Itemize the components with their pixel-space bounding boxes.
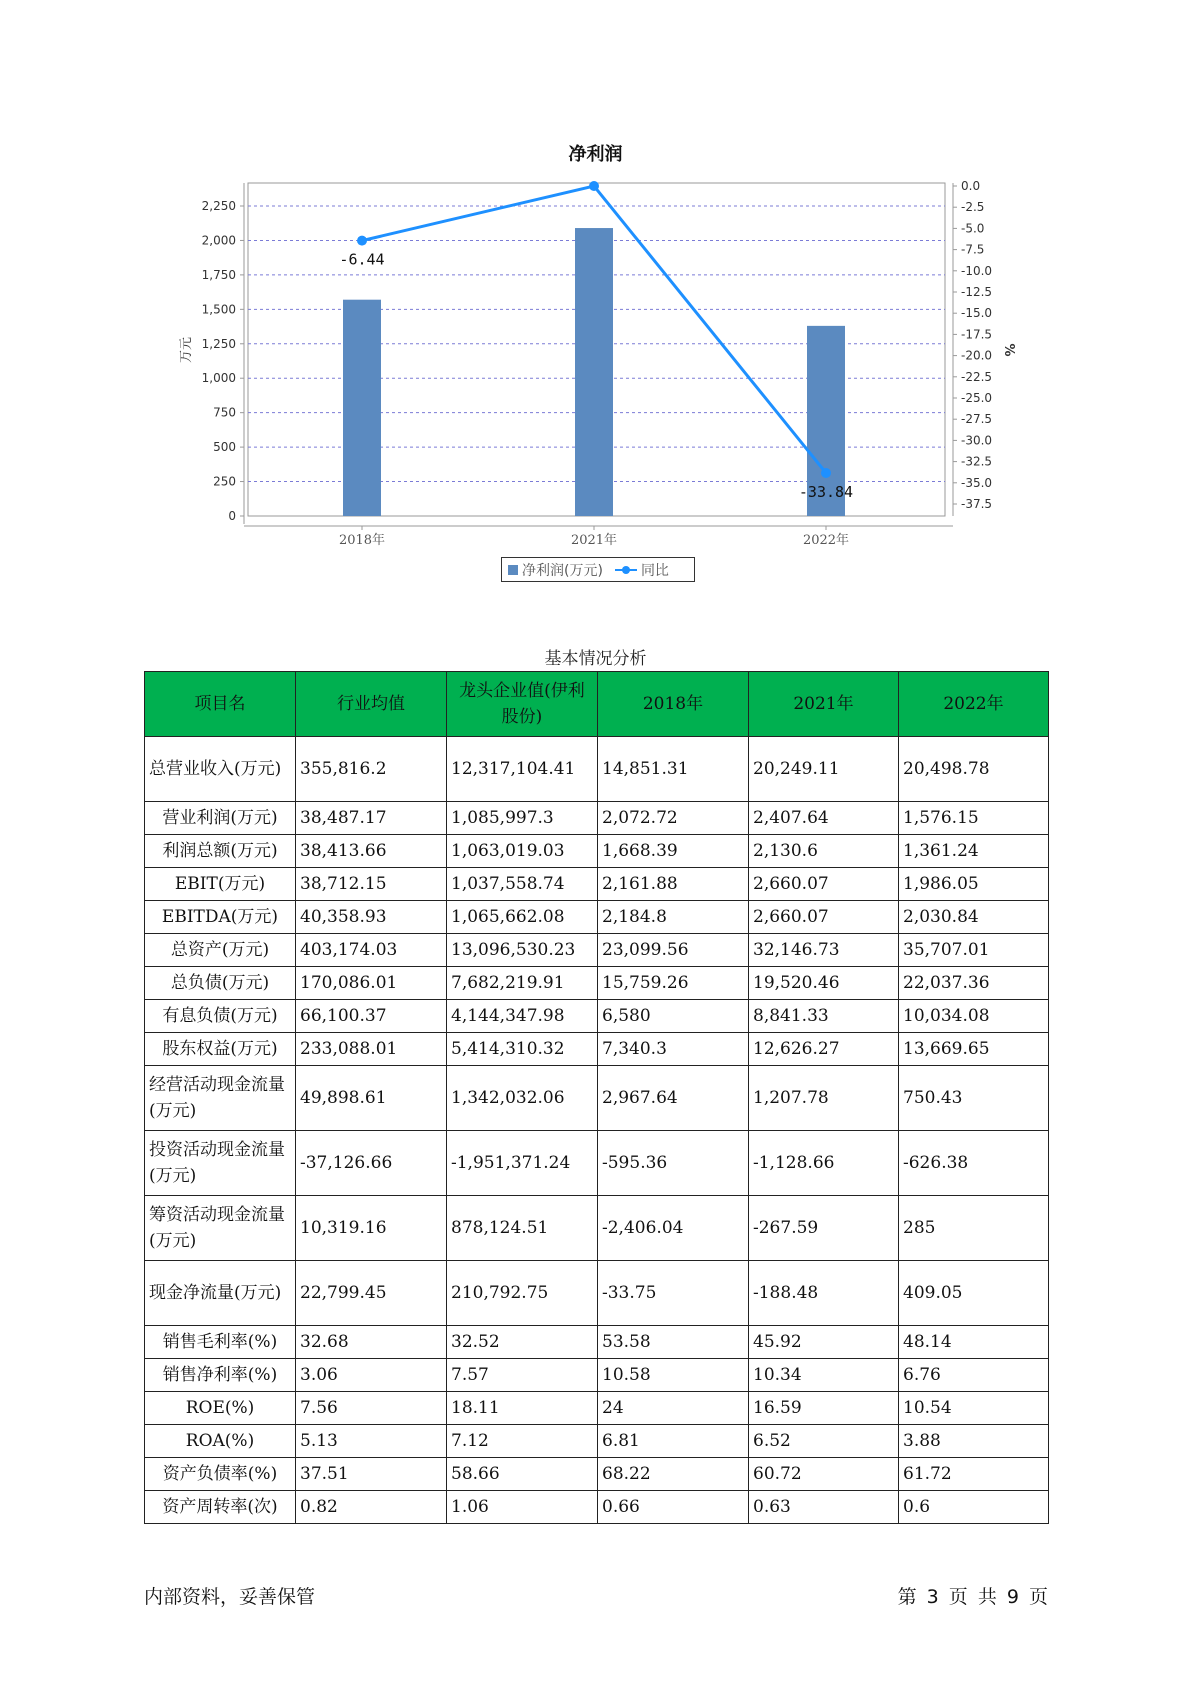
right-tick-label: -30.0	[961, 433, 993, 448]
left-tick-label: 1,750	[201, 267, 236, 282]
cell-value: -33.75	[598, 1261, 749, 1326]
row-label: 销售净利率(%)	[145, 1359, 296, 1392]
right-tick-label: -12.5	[961, 285, 993, 299]
cell-value: 210,792.75	[447, 1261, 598, 1326]
legend-bar-swatch	[508, 565, 518, 575]
right-tick-label: -17.5	[961, 327, 993, 342]
cell-value: 2,660.07	[749, 868, 899, 901]
cell-value: 1,065,662.08	[447, 901, 598, 934]
row-label: 投资活动现金流量(万元)	[145, 1131, 296, 1196]
row-label: ROA(%)	[145, 1425, 296, 1458]
cell-value: 7.57	[447, 1359, 598, 1392]
table-row	[145, 1359, 1049, 1392]
cell-value: 38,413.66	[296, 835, 447, 868]
right-tick-label: -10.0	[961, 263, 993, 278]
right-tick-label: -20.0	[961, 348, 993, 363]
table-row	[145, 737, 1049, 802]
cell-value: 12,317,104.41	[447, 737, 598, 802]
cell-value: 40,358.93	[296, 901, 447, 934]
cell-value: 7,340.3	[598, 1033, 749, 1066]
cell-value: 1.06	[447, 1491, 598, 1524]
row-label: EBIT(万元)	[145, 868, 296, 901]
header-industry-avg: 行业均值	[296, 672, 447, 737]
cell-value: 2,030.84	[899, 901, 1049, 934]
row-label: 销售毛利率(%)	[145, 1326, 296, 1359]
right-tick-label: -25.0	[961, 391, 993, 405]
cell-value: 10,319.16	[296, 1196, 447, 1261]
footer-confidential: 内部资料，妥善保管	[144, 1586, 316, 1608]
cell-value: 0.66	[598, 1491, 749, 1524]
cell-value: 66,100.37	[296, 1000, 447, 1033]
cell-value: 1,986.05	[899, 868, 1049, 901]
cell-value: 58.66	[447, 1458, 598, 1491]
cell-value: -1,128.66	[749, 1131, 899, 1196]
header-leader-value: 龙头企业值(伊利股份)	[447, 672, 598, 737]
table-row	[145, 1425, 1049, 1458]
cell-value: 4,144,347.98	[447, 1000, 598, 1033]
right-tick-label: 0.0	[961, 179, 981, 193]
cell-value: 22,037.36	[899, 967, 1049, 1000]
bar-net-profit	[575, 228, 613, 516]
cell-value: 6.81	[598, 1425, 749, 1458]
chart-plot	[0, 0, 1191, 600]
point-yoy	[821, 468, 831, 478]
cell-value: -188.48	[749, 1261, 899, 1326]
cell-value: 233,088.01	[296, 1033, 447, 1066]
left-tick-label: 0	[228, 509, 236, 523]
cell-value: 1,063,019.03	[447, 835, 598, 868]
cell-value: 38,712.15	[296, 868, 447, 901]
cell-value: 53.58	[598, 1326, 749, 1359]
table-row	[145, 1066, 1049, 1131]
table-row	[145, 868, 1049, 901]
row-label: 营业利润(万元)	[145, 802, 296, 835]
table-row	[145, 1326, 1049, 1359]
bar-net-profit	[343, 300, 381, 516]
header-2021: 2021年	[749, 672, 899, 737]
y2-axis-label: %	[1001, 343, 1016, 357]
x-tick-label: 2021年	[570, 533, 618, 548]
left-tick-label: 2,250	[201, 199, 236, 213]
row-label: 利润总额(万元)	[145, 835, 296, 868]
cell-value: 0.6	[899, 1491, 1049, 1524]
cell-value: 878,124.51	[447, 1196, 598, 1261]
row-label: 总资产(万元)	[145, 934, 296, 967]
cell-value: 35,707.01	[899, 934, 1049, 967]
header-2022: 2022年	[899, 672, 1049, 737]
cell-value: -595.36	[598, 1131, 749, 1196]
cell-value: 170,086.01	[296, 967, 447, 1000]
row-label: 有息负债(万元)	[145, 1000, 296, 1033]
cell-value: 5,414,310.32	[447, 1033, 598, 1066]
table-caption: 基本情况分析	[544, 649, 647, 669]
cell-value: 6.52	[749, 1425, 899, 1458]
cell-value: 2,161.88	[598, 868, 749, 901]
cell-value: 6,580	[598, 1000, 749, 1033]
right-tick-label: -37.5	[961, 497, 993, 511]
cell-value: -2,406.04	[598, 1196, 749, 1261]
cell-value: 13,669.65	[899, 1033, 1049, 1066]
left-tick-label: 1,000	[201, 371, 236, 386]
cell-value: 37.51	[296, 1458, 447, 1491]
cell-value: 61.72	[899, 1458, 1049, 1491]
left-tick-label: 250	[213, 474, 236, 489]
right-tick-label: -32.5	[961, 454, 993, 469]
cell-value: 68.22	[598, 1458, 749, 1491]
legend-label-net-profit: 净利润(万元)	[522, 562, 603, 579]
table-row	[145, 1000, 1049, 1033]
chart-legend	[501, 557, 695, 582]
cell-value: 1,037,558.74	[447, 868, 598, 901]
cell-value: 2,072.72	[598, 802, 749, 835]
cell-value: 32.52	[447, 1326, 598, 1359]
cell-value: 1,576.15	[899, 802, 1049, 835]
cell-value: 19,520.46	[749, 967, 899, 1000]
cell-value: 403,174.03	[296, 934, 447, 967]
left-tick-label: 1,500	[201, 302, 236, 317]
chart-title: 净利润	[568, 144, 623, 165]
cell-value: 18.11	[447, 1392, 598, 1425]
legend-line-swatch	[615, 565, 637, 575]
cell-value: 48.14	[899, 1326, 1049, 1359]
cell-value: 10,034.08	[899, 1000, 1049, 1033]
basic-analysis-table	[144, 671, 1049, 1524]
cell-value: 13,096,530.23	[447, 934, 598, 967]
right-tick-label: -2.5	[961, 200, 985, 215]
point-yoy	[589, 181, 599, 191]
table-row	[145, 1491, 1049, 1524]
cell-value: 3.06	[296, 1359, 447, 1392]
table-row	[145, 934, 1049, 967]
cell-value: 409.05	[899, 1261, 1049, 1326]
cell-value: 7,682,219.91	[447, 967, 598, 1000]
cell-value: 7.56	[296, 1392, 447, 1425]
cell-value: 15,759.26	[598, 967, 749, 1000]
cell-value: 0.63	[749, 1491, 899, 1524]
cell-value: 10.34	[749, 1359, 899, 1392]
cell-value: 60.72	[749, 1458, 899, 1491]
cell-value: 8,841.33	[749, 1000, 899, 1033]
cell-value: 0.82	[296, 1491, 447, 1524]
table-row	[145, 1131, 1049, 1196]
cell-value: 2,184.8	[598, 901, 749, 934]
cell-value: 22,799.45	[296, 1261, 447, 1326]
legend-label-yoy: 同比	[640, 562, 669, 579]
left-tick-label: 2,000	[201, 233, 236, 248]
row-label: EBITDA(万元)	[145, 901, 296, 934]
left-tick-label: 1,250	[201, 336, 236, 351]
cell-value: 24	[598, 1392, 749, 1425]
data-label-yoy: -6.44	[339, 250, 385, 269]
cell-value: 2,967.64	[598, 1066, 749, 1131]
cell-value: 1,361.24	[899, 835, 1049, 868]
cell-value: 1,207.78	[749, 1066, 899, 1131]
row-label: 现金净流量(万元)	[145, 1261, 296, 1326]
cell-value: 10.54	[899, 1392, 1049, 1425]
cell-value: 12,626.27	[749, 1033, 899, 1066]
table-row	[145, 901, 1049, 934]
header-item-name: 项目名	[145, 672, 296, 737]
cell-value: 23,099.56	[598, 934, 749, 967]
x-tick-label: 2018年	[338, 533, 386, 548]
row-label: 资产负债率(%)	[145, 1458, 296, 1491]
cell-value: 49,898.61	[296, 1066, 447, 1131]
cell-value: 1,668.39	[598, 835, 749, 868]
row-label: ROE(%)	[145, 1392, 296, 1425]
right-tick-label: -5.0	[961, 221, 985, 236]
data-label-yoy: -33.84	[798, 482, 854, 501]
table-header-row	[145, 672, 1049, 737]
cell-value: 38,487.17	[296, 802, 447, 835]
cell-value: 10.58	[598, 1359, 749, 1392]
row-label: 总营业收入(万元)	[145, 737, 296, 802]
table-row	[145, 802, 1049, 835]
right-tick-label: -15.0	[961, 306, 993, 321]
cell-value: 355,816.2	[296, 737, 447, 802]
cell-value: -37,126.66	[296, 1131, 447, 1196]
row-label: 经营活动现金流量(万元)	[145, 1066, 296, 1131]
cell-value: 1,085,997.3	[447, 802, 598, 835]
cell-value: 3.88	[899, 1425, 1049, 1458]
right-tick-label: -35.0	[961, 475, 993, 490]
y-axis-label: 万元	[179, 336, 194, 364]
cell-value: 6.76	[899, 1359, 1049, 1392]
cell-value: -1,951,371.24	[447, 1131, 598, 1196]
cell-value: 14,851.31	[598, 737, 749, 802]
cell-value: 45.92	[749, 1326, 899, 1359]
table-row	[145, 1261, 1049, 1326]
cell-value: 2,660.07	[749, 901, 899, 934]
table-row	[145, 1392, 1049, 1425]
cell-value: -267.59	[749, 1196, 899, 1261]
row-label: 股东权益(万元)	[145, 1033, 296, 1066]
right-tick-label: -7.5	[961, 242, 985, 257]
right-tick-label: -22.5	[961, 369, 993, 384]
row-label: 资产周转率(次)	[145, 1491, 296, 1524]
net-profit-chart	[0, 0, 1191, 600]
cell-value: 32,146.73	[749, 934, 899, 967]
point-yoy	[357, 236, 367, 246]
table-row	[145, 1458, 1049, 1491]
cell-value: 2,407.64	[749, 802, 899, 835]
cell-value: 5.13	[296, 1425, 447, 1458]
x-tick-label: 2022年	[802, 533, 850, 548]
cell-value: 32.68	[296, 1326, 447, 1359]
cell-value: 285	[899, 1196, 1049, 1261]
table-row	[145, 1196, 1049, 1261]
cell-value: 20,498.78	[899, 737, 1049, 802]
row-label: 总负债(万元)	[145, 967, 296, 1000]
left-tick-label: 750	[213, 405, 236, 420]
table-row	[145, 835, 1049, 868]
cell-value: 20,249.11	[749, 737, 899, 802]
footer-page-number: 第 3 页 共 9 页	[897, 1586, 1048, 1608]
table-row	[145, 967, 1049, 1000]
cell-value: 2,130.6	[749, 835, 899, 868]
cell-value: 1,342,032.06	[447, 1066, 598, 1131]
cell-value: -626.38	[899, 1131, 1049, 1196]
cell-value: 750.43	[899, 1066, 1049, 1131]
left-tick-label: 500	[213, 440, 236, 455]
cell-value: 7.12	[447, 1425, 598, 1458]
right-tick-label: -27.5	[961, 412, 993, 427]
row-label: 筹资活动现金流量(万元)	[145, 1196, 296, 1261]
header-2018: 2018年	[598, 672, 749, 737]
cell-value: 16.59	[749, 1392, 899, 1425]
table-row	[145, 1033, 1049, 1066]
